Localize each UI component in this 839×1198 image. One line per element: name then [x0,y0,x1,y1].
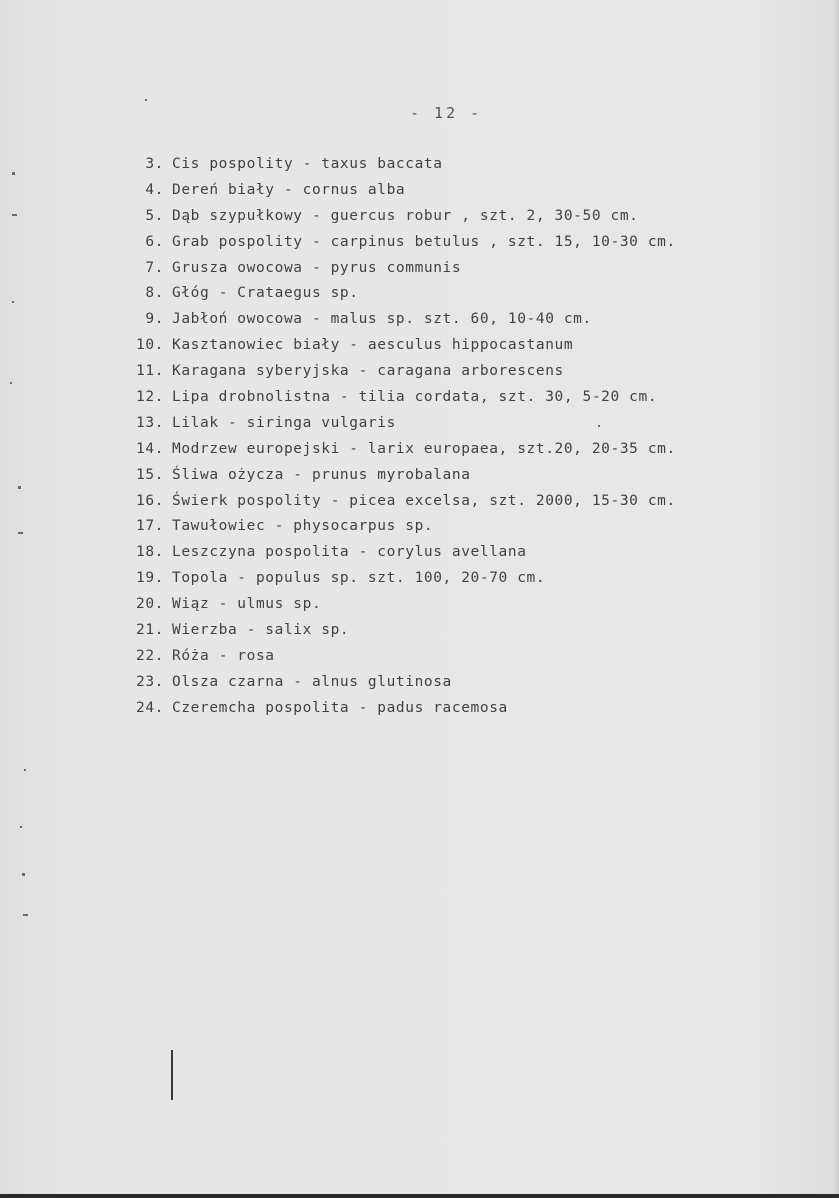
list-item-text: Wiąz - ulmus sp. [172,596,322,613]
list-item-text: Jabłoń owocowa - malus sp. szt. 60, 10-40 cm. [172,311,592,328]
scan-mark [598,425,600,427]
list-item-number: 3. [145,156,164,172]
list-item [126,359,676,385]
list-item [126,463,676,489]
list-item-number: 23. [136,673,164,690]
list-item [126,204,676,230]
scan-mark [12,172,15,175]
list-item-text: Lipa drobnolistna - tilia cordata, szt. 30, 5-20 cm. [172,389,658,406]
list-item-text: Modrzew europejski - larix europaea, szt.20, 20-35 cm. [172,440,676,457]
list-item-number: 6. [145,233,164,250]
list-item-number: 5. [145,207,164,224]
list-item-text: Śliwa ożycza - prunus myrobalana [172,466,471,483]
scan-mark [18,532,23,534]
species-list [126,152,676,722]
list-item [126,566,676,592]
list-item [126,411,676,437]
list-item [126,592,676,618]
list-item-number: 7. [145,259,164,276]
list-item-text: Kasztanowiec biały - aesculus hippocastanum [172,337,574,354]
list-item-text: Lilak - siringa vulgaris [172,414,396,431]
list-item-text: Grab pospolity - carpinus betulus , szt. 15, 10-30 cm. [172,233,676,250]
page-number: - 12 - [410,104,483,122]
list-item [126,333,676,359]
list-item-text: Czeremcha pospolita - padus racemosa [172,699,508,716]
list-item-number: 17. [136,518,164,535]
list-item [126,437,676,463]
list-item-number: 14. [136,440,164,457]
page-edge-shadow [833,0,839,1198]
list-item [126,230,676,256]
list-item-number: 10. [136,337,164,354]
list-item-number: 16. [136,492,164,509]
scan-mark [20,826,22,828]
list-item-text: Róża - rosa [172,647,275,664]
list-item-text: Dąb szypułkowy - guercus robur , szt. 2, 30-50 cm. [172,207,639,224]
page-bottom-edge [0,1194,839,1198]
list-item [126,489,676,515]
list-item-number: 9. [145,311,164,328]
list-item-number: 8. [145,285,164,302]
scan-mark [12,301,14,303]
list-item-text: Karagana syberyjska - caragana arborescens [172,363,564,380]
list-item-text: Grusza owocowa - pyrus communis [172,259,462,276]
list-item-text: Świerk pospolity - picea excelsa, szt. 2000, 15-30 cm. [172,492,676,509]
scan-mark [18,486,21,489]
list-item-text: Olsza czarna - alnus glutinosa [172,673,452,690]
list-item-text: Głóg - Crataegus sp. [172,285,359,302]
list-item [126,514,676,540]
list-item-number: 20. [136,596,164,613]
list-item-number: 12. [136,389,164,406]
list-item [126,385,676,411]
scan-mark [23,914,28,916]
list-item-text: Wierzba - salix sp. [172,622,350,639]
scan-mark [22,873,25,876]
scan-mark [171,1050,173,1100]
list-item [126,178,676,204]
list-item-number: 19. [136,570,164,587]
list-item-number: 18. [136,544,164,561]
list-item-text: Topola - populus sp. szt. 100, 20-70 cm. [172,570,546,587]
list-item-number: 11. [136,363,164,380]
list-item [126,618,676,644]
list-item-text: Dereń biały - cornus alba [172,181,406,198]
scan-mark [12,214,17,216]
list-item [126,152,676,178]
list-item [126,540,676,566]
list-item [126,670,676,696]
list-item [126,644,676,670]
list-item [126,696,676,722]
list-item-number: 21. [136,622,164,639]
scan-mark [10,382,12,384]
list-item [126,256,676,282]
list-item [126,281,676,307]
list-item-number: 13. [136,414,164,431]
scan-mark [145,99,147,101]
list-item-text: Tawułowiec - physocarpus sp. [172,518,434,535]
scan-mark [24,769,26,771]
list-item-number: 24. [136,699,164,716]
list-item-text: Leszczyna pospolita - corylus avellana [172,544,527,561]
list-item-number: 15. [136,466,164,483]
list-item-text: Cis pospolity - taxus baccata [172,156,443,172]
list-item-number: 22. [136,647,164,664]
list-item [126,307,676,333]
list-item-number: 4. [145,181,164,198]
